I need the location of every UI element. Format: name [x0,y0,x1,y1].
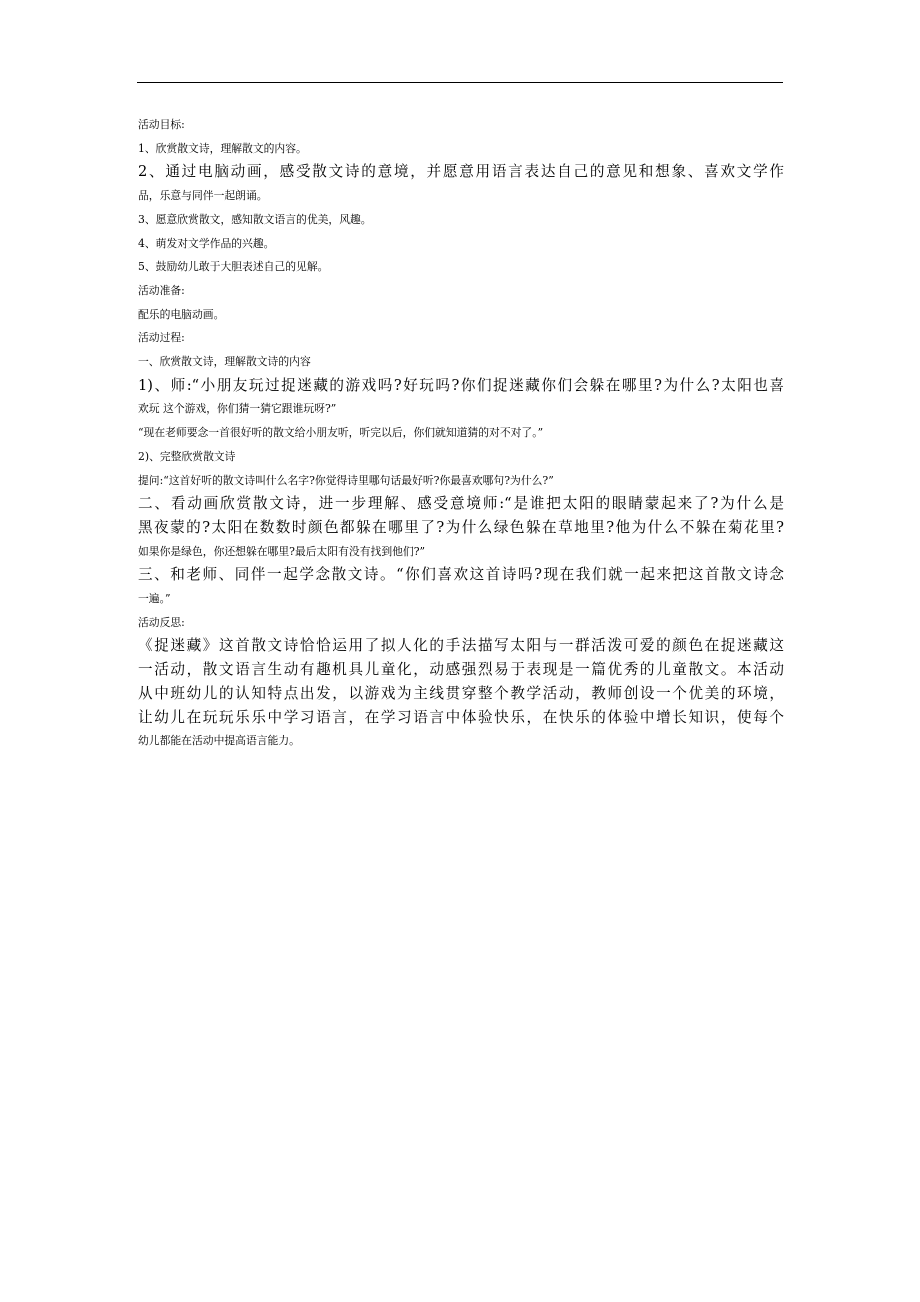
section-heading-goals: 活动目标: [138,118,185,131]
goal-item-3: 3、愿意欣赏散文，感知散文语言的优美，风趣。 [138,212,372,226]
process-step-1-title: 一、欣赏散文诗，理解散文诗的内容 [138,355,311,369]
reflection-line-5: 幼儿都能在活动中提高语言能力。 [138,734,300,748]
process-step-2-line-3: 如果你是绿色，你还想躲在哪里?最后太阳有没有找到他们?” [138,544,426,558]
process-step-1-quote: “现在老师要念一首很好听的散文给小朋友听，听完以后，你们就知道猜的对不对了。” [138,426,544,440]
preparation-text: 配乐的电脑动画。 [138,307,225,321]
reflection-line-3: 从中班幼儿的认知特点出发，以游戏为主线贯穿整个教学活动，教师创设一个优美的环境， [138,684,784,702]
process-step-3-line-1: 三、和老师、同伴一起学念散文诗。“你们喜欢这首诗吗?现在我们就一起来把这首散文诗念 [138,566,784,584]
goal-item-5: 5、鼓励幼儿敢于大胆表述自己的见解。 [138,260,329,274]
reflection-line-2: 一活动，散文语言生动有趣机具儿童化，动感强烈易于表现是一篇优秀的儿童散文。本活动 [138,661,784,679]
goal-item-1: 1、欣赏散文诗，理解散文的内容。 [138,141,307,155]
process-step-1-2-title: 2)、完整欣赏散文诗 [138,449,236,463]
goal-item-2-line-2: 品，乐意与同伴一起朗诵。 [138,189,268,203]
section-heading-process: 活动过程: [138,331,185,345]
header-rule [137,82,783,83]
goal-item-2-line-1: 2、通过电脑动画，感受散文诗的意境，并愿意用语言表达自己的意见和想象、喜欢文学作 [138,163,784,181]
reflection-line-4: 让幼儿在玩玩乐乐中学习语言，在学习语言中体验快乐，在快乐的体验中增长知识，使每个 [138,708,784,726]
process-step-2-line-1: 二、看动画欣赏散文诗，进一步理解、感受意境师:“是谁把太阳的眼睛蒙起来了?为什么是 [138,495,784,513]
process-step-1-1-line-2: 欢玩 这个游戏，你们猜一猜它跟谁玩呀?” [138,402,337,416]
process-step-1-2-question: 提问:“这首好听的散文诗叫什么名字?你觉得诗里哪句话最好听?你最喜欢哪句?为什么?” [138,473,554,487]
process-step-3-line-2: 一遍。” [138,592,171,606]
section-heading-reflection: 活动反思: [138,615,185,629]
section-heading-preparation: 活动准备: [138,283,185,297]
reflection-line-1: 《捉迷藏》这首散文诗恰恰运用了拟人化的手法描写太阳与一群活泼可爱的颜色在捉迷藏这 [138,637,784,655]
goal-item-4: 4、萌发对文学作品的兴趣。 [138,236,275,250]
document-body [138,113,788,753]
process-step-1-1-line-1: 1)、师:“小朋友玩过捉迷藏的游戏吗?好玩吗?你们捉迷藏你们会躲在哪里?为什么?太阳也喜 [138,376,784,394]
process-step-2-line-2: 黑夜蒙的?太阳在数数时颜色都躲在哪里了?为什么绿色躲在草地里?他为什么不躲在菊花里? [138,518,784,536]
